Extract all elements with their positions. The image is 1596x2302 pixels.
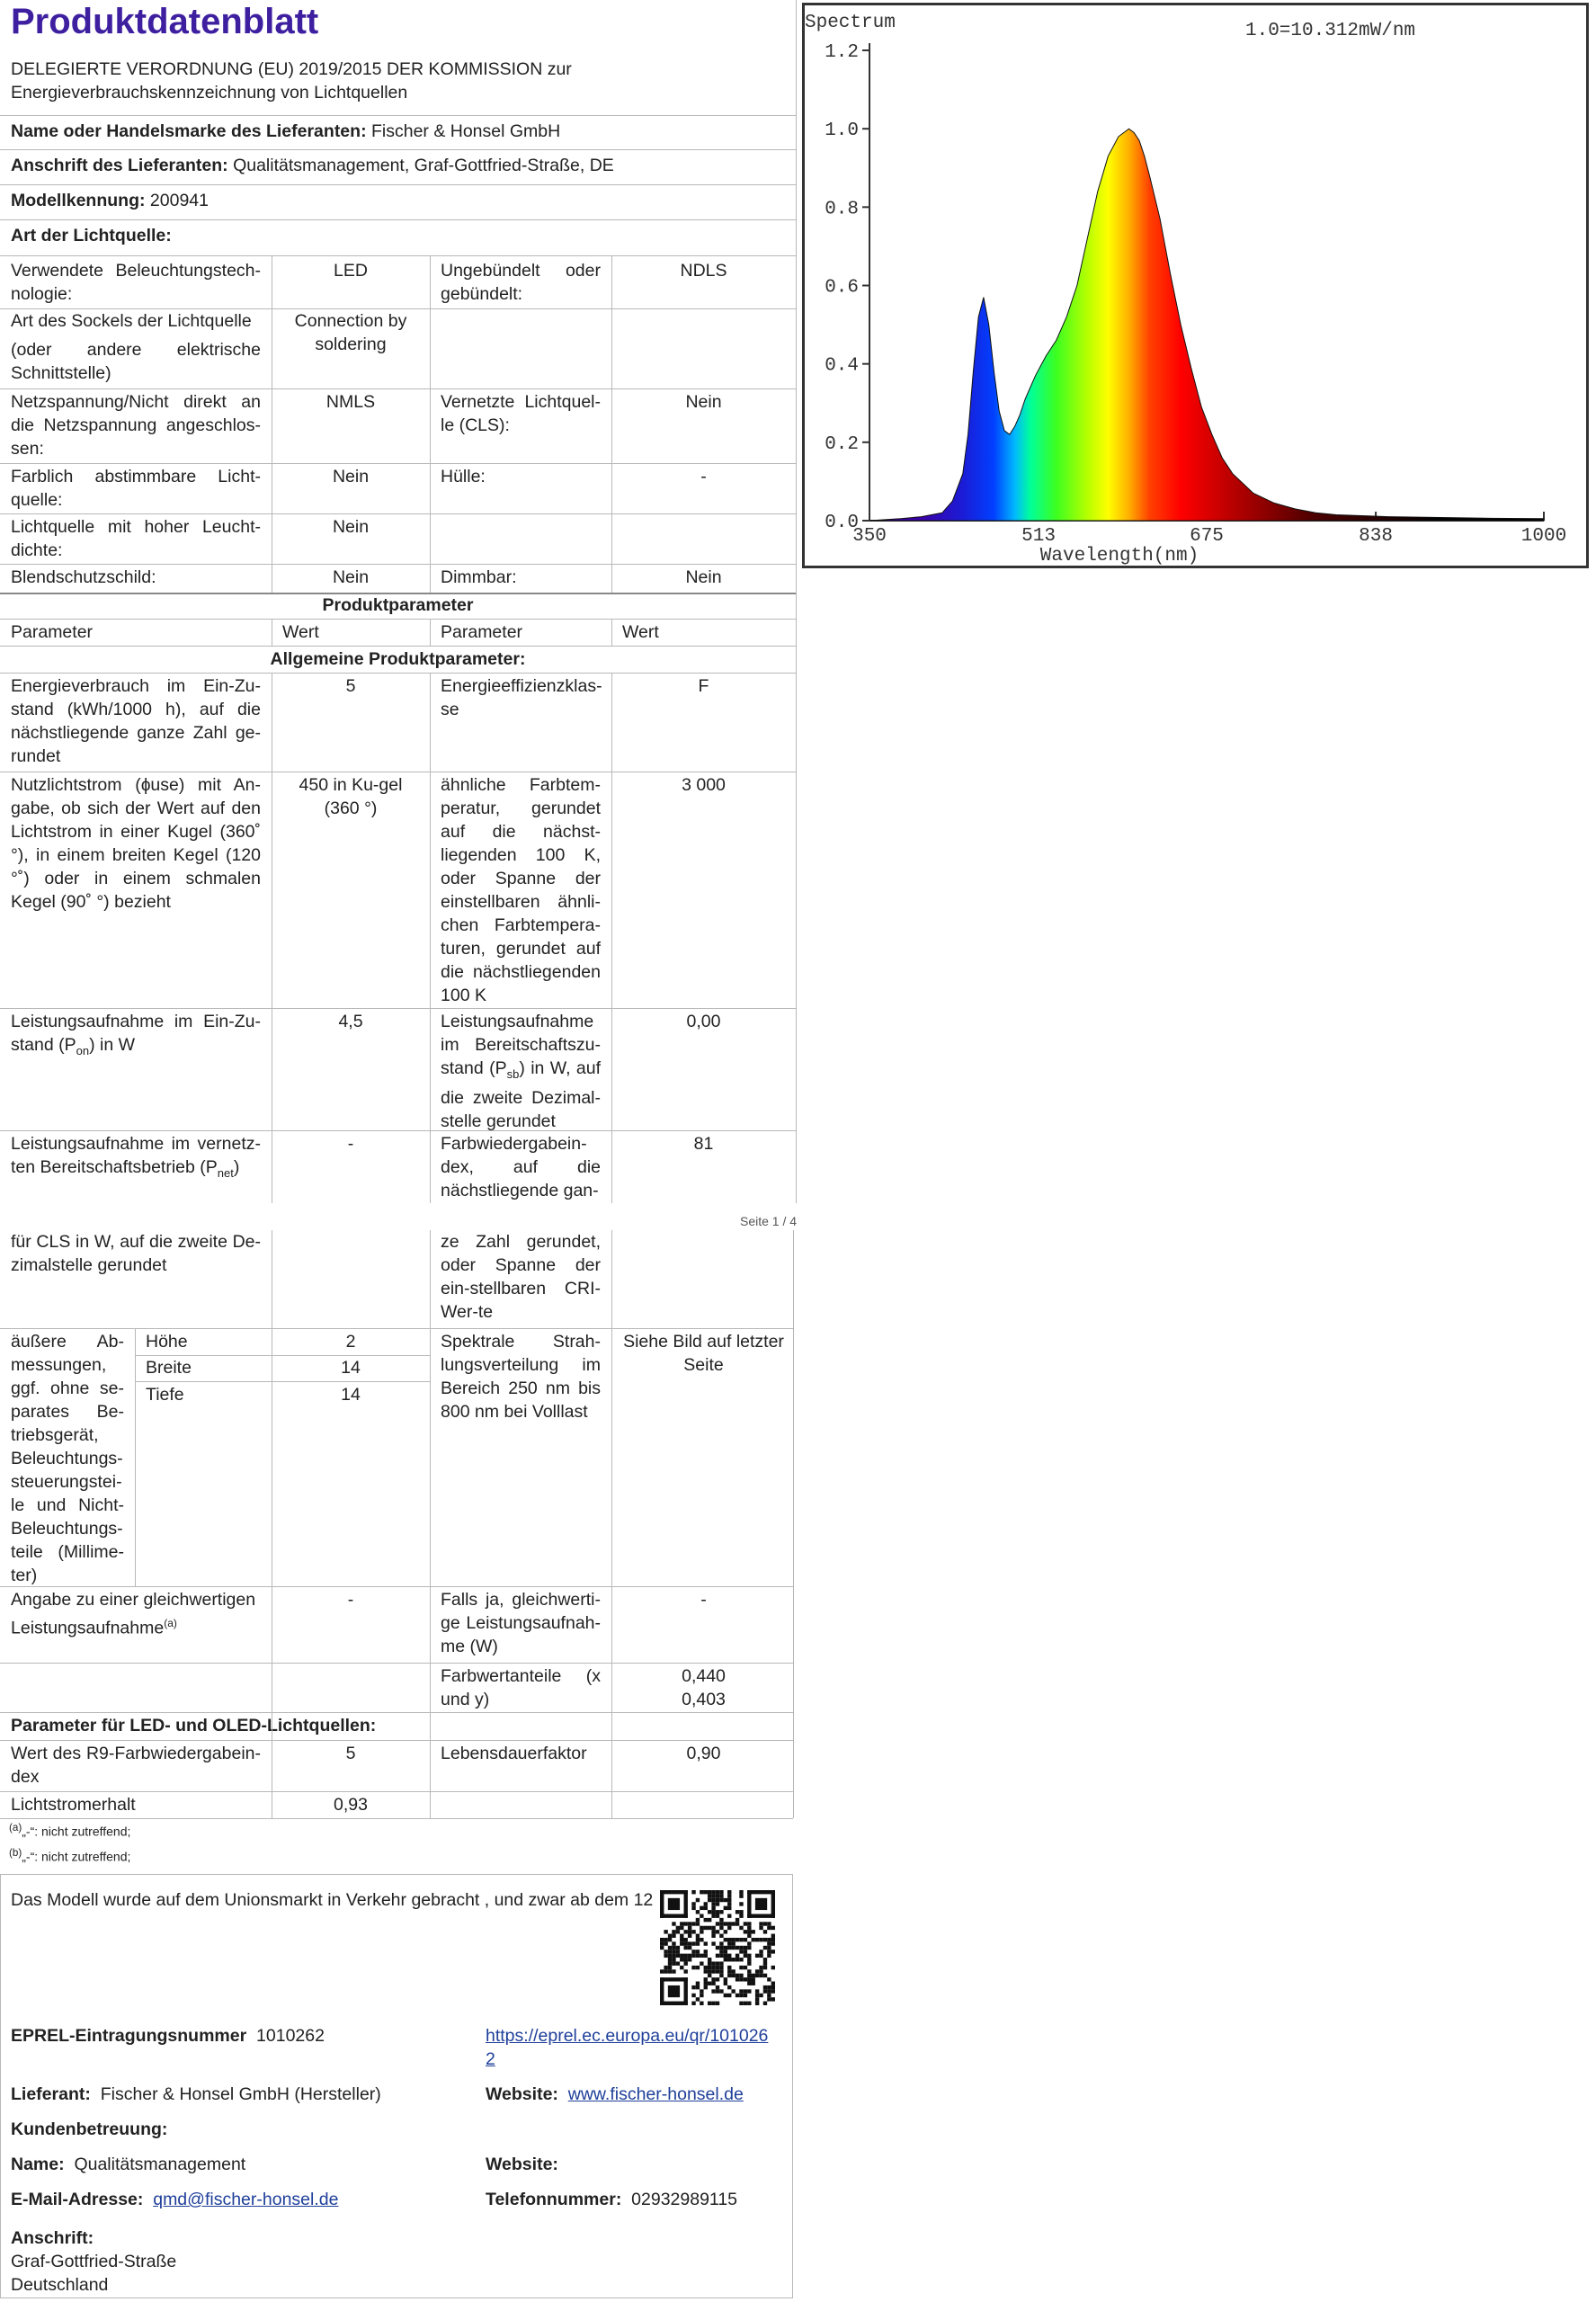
color-tunable-value: Nein <box>332 467 370 486</box>
cls-label: Vernetzte Lichtquel-le (CLS): <box>441 392 601 435</box>
x-tick-label: 350 <box>852 526 887 547</box>
col-value-2: Wert <box>622 622 659 642</box>
socket-label-2: (oder andere elektrische Schnittstelle) <box>11 340 261 383</box>
model-label: Modellkennung: <box>11 191 146 210</box>
depth-value: 14 <box>341 1385 361 1405</box>
cri-label-continued: ze Zahl gerundet, oder Spanne der ein-stellbaren CRI-Wer-te <box>441 1232 601 1322</box>
supplier-row <box>0 2083 468 2106</box>
supplier-name-label: Name oder Handelsmarke des Lieferanten: <box>11 121 367 141</box>
eprel-value: 1010262 <box>256 2026 325 2046</box>
maint-label: Lichtstromerhalt <box>11 1795 136 1815</box>
contact-name-value: Qualitätsmanagement <box>74 2155 246 2174</box>
high-lum-label: Lichtquelle mit hoher Leucht-dichte: <box>11 517 261 560</box>
spectrum-chart <box>802 3 1589 568</box>
x-tick-label: 1000 <box>1520 526 1567 547</box>
eff-class-value: F <box>698 676 709 696</box>
phone-value: 02932989115 <box>631 2190 738 2209</box>
x-tick-label: 513 <box>1021 526 1056 547</box>
energy-value: 5 <box>345 676 356 696</box>
equiv-power-value: - <box>700 1590 707 1610</box>
bundled-value: NDLS <box>680 261 727 281</box>
chart-title: Spectrum <box>805 13 896 33</box>
y-tick-label: 0.0 <box>825 513 859 533</box>
col-param-1: Parameter <box>11 622 94 642</box>
website2-label: Website: <box>486 2155 558 2174</box>
supplier-name-value: Fischer & Honsel GmbH <box>370 121 561 141</box>
lightsource-type-row <box>0 219 796 245</box>
market-text: Das Modell wurde auf dem Unionsmarkt in Verkehr gebracht , und zwar ab dem 12 <box>11 1890 654 1910</box>
address-label: Anschrift: <box>11 2228 94 2248</box>
footnote-a: $^{(a)}$„-“: nicht zutreffend; <box>9 1822 131 1839</box>
supplier-address-value: Qualitätsmanagement, Graf-Gottfried-Straße, DE <box>233 156 614 175</box>
tech-label: Verwendete Beleuchtungstech-nologie: <box>11 261 261 304</box>
spd-label: Spektrale Strah-lungsverteilung im Bereich 250 nm bis 800 nm bei Volllast <box>441 1332 601 1422</box>
height-value: 2 <box>345 1332 356 1352</box>
dimmable-label: Dimmbar: <box>441 567 517 587</box>
high-lum-value: Nein <box>332 517 370 537</box>
chroma-values <box>611 1664 796 1711</box>
general-params-heading: Allgemeine Produktparameter: <box>270 649 526 669</box>
dimmable-value: Nein <box>685 567 722 587</box>
cct-label: ähnliche Farbtem-peratur, gerundet auf die nächst-liegenden 100 K, oder Spanne der einstellbaren ähnli-chen Farbtempera-turen, gerundet auf die nächstliegenden 100 K <box>441 775 601 1005</box>
equiv-power-label: Falls ja, gleichwerti-ge Leistungsaufnah-me (W) <box>441 1590 601 1656</box>
height-label: Höhe <box>146 1332 188 1352</box>
psb-label: Leistungsaufnahme im Bereitschaftszu-stand $(P_{sb})$ in W, auf die zweite Dezimal-stelle gerundet <box>441 1012 602 1131</box>
maint-value: 0,93 <box>334 1795 368 1815</box>
r9-value: 5 <box>345 1744 356 1763</box>
bundled-label: Ungebündelt oder gebündelt: <box>441 261 601 304</box>
shield-value: Nein <box>332 567 370 587</box>
flux-label: Nutzlichtstrom (ɸuse) mit An-gabe, ob sich der Wert auf den Lichtstrom in einer Kugel (360˚ °), in einem breiten Kegel (120 °˚) oder in einem schmalen Kegel (90˚ °) bezieht <box>11 775 261 912</box>
page-number: Seite 1 / 4 <box>740 1214 798 1228</box>
x-tick-label: 675 <box>1190 526 1224 547</box>
eff-class-label: Energieeffizienzklas-se <box>441 676 602 719</box>
col-value-1: Wert <box>282 622 319 642</box>
width-value: 14 <box>341 1358 361 1378</box>
spectrum-area <box>869 129 1544 521</box>
width-label: Breite <box>146 1358 192 1378</box>
equiv-label: Angabe zu einer gleichwertigen Leistungsaufnahme$^{(a)}$ <box>11 1590 256 1638</box>
pon-value: 4,5 <box>338 1012 363 1031</box>
pnet-value: - <box>347 1134 354 1154</box>
address-line2: Deutschland <box>11 2275 109 2295</box>
psb-value: 0,00 <box>686 1012 721 1031</box>
cls-value: Nein <box>685 392 722 412</box>
envelope-label: Hülle: <box>441 467 486 486</box>
y-tick-label: 1.0 <box>825 120 859 142</box>
phone-label: Telefonnummer: <box>486 2190 622 2209</box>
qr-code-icon <box>660 1890 775 2005</box>
x-tick-label: 838 <box>1359 526 1393 547</box>
y-tick-label: 0.4 <box>825 355 859 377</box>
contact-name-label: Name: <box>11 2155 65 2174</box>
supplier-address-row <box>0 149 796 175</box>
energy-label: Energieverbrauch im Ein-Zu-stand (kWh/1000 h), auf die nächstliegende ganze Zahl ge-rundet <box>11 676 261 766</box>
y-tick-label: 0.6 <box>825 277 859 299</box>
supplier-name-row <box>0 115 796 141</box>
mains-value: NMLS <box>325 392 376 412</box>
supplier-address-label: Anschrift des Lieferanten: <box>11 156 228 175</box>
led-params-heading: Parameter für LED- und OLED-Lichtquellen: <box>11 1716 377 1735</box>
regulation-subtitle: DELEGIERTE VERORDNUNG (EU) 2019/2015 DER KOMMISSION zur Energieverbrauchskennzeichnung von Lichtquellen <box>11 59 572 103</box>
cri-label: Farbwiedergabein-dex, auf die nächstliegende gan- <box>441 1134 601 1200</box>
website-label: Website: <box>486 2084 558 2104</box>
flux-value: 450 in Ku-gel (360 °) <box>299 775 403 818</box>
pon-label: Leistungsaufnahme im Ein-Zu-stand $(P_{on})$ in W <box>11 1012 261 1057</box>
cri-value: 81 <box>693 1134 714 1154</box>
chart-annotation: 1.0=10.312mW/nm <box>1245 21 1416 41</box>
spd-value: Siehe Bild auf letzter Seite <box>623 1332 784 1375</box>
model-row <box>0 184 796 210</box>
footnote-b: $^{(b)}$„-“: nicht zutreffend; <box>9 1847 131 1864</box>
shield-label: Blendschutzschild: <box>11 567 156 587</box>
envelope-value: - <box>700 467 707 486</box>
footer-supplier-label: Lieferant: <box>11 2084 91 2104</box>
lifetime-label: Lebensdauerfaktor <box>441 1744 587 1763</box>
chroma-x: 0,440 <box>682 1666 726 1686</box>
col-param-2: Parameter <box>441 622 523 642</box>
dims-label: äußere Ab-messungen, ggf. ohne se-parates Be-triebsgerät, Beleuchtungs-steuerungstei-le und Nicht-Beleuchtungs-teile (Millime-ter) <box>11 1332 124 1585</box>
eprel-row <box>0 2024 468 2048</box>
website-link[interactable]: www.fischer-honsel.de <box>567 2084 744 2104</box>
model-value: 200941 <box>149 191 209 210</box>
support-label: Kundenbetreuung: <box>11 2119 168 2139</box>
spectrum-chart-svg <box>805 5 1586 566</box>
y-tick-label: 0.8 <box>825 199 859 220</box>
lifetime-value: 0,90 <box>686 1744 721 1763</box>
product-params-heading: Produktparameter <box>322 595 474 615</box>
eprel-link[interactable]: https://eprel.ec.europa.eu/qr/1010262 <box>486 2026 769 2069</box>
depth-label: Tiefe <box>146 1385 184 1405</box>
email-link[interactable]: qmd@fischer-honsel.de <box>153 2190 339 2209</box>
chroma-label: Farbwertanteile (x und y) <box>441 1666 601 1709</box>
eprel-label: EPREL-Eintragungsnummer <box>11 2026 247 2046</box>
email-label: E-Mail-Adresse: <box>11 2190 144 2209</box>
tech-value: LED <box>334 261 368 281</box>
pnet-label-continued: für CLS in W, auf die zweite De-zimalstelle gerundet <box>11 1232 261 1275</box>
chroma-y: 0,403 <box>682 1690 726 1709</box>
address-line1: Graf-Gottfried-Straße <box>11 2252 177 2271</box>
chart-xlabel: Wavelength(nm) <box>1039 546 1199 566</box>
document-title: Produktdatenblatt <box>11 2 319 41</box>
footer-supplier-value: Fischer & Honsel GmbH (Hersteller) <box>100 2084 381 2104</box>
equiv-value: - <box>347 1590 354 1610</box>
socket-value: Connection by soldering <box>294 311 407 354</box>
lightsource-type-label: Art der Lichtquelle: <box>11 226 172 245</box>
pnet-label: Leistungsaufnahme im vernetz-ten Bereitschaftsbetrieb $(P_{net})$ <box>11 1134 261 1180</box>
color-tunable-label: Farblich abstimmbare Licht-quelle: <box>11 467 261 510</box>
r9-label: Wert des R9-Farbwiedergabein-dex <box>11 1744 261 1787</box>
cct-value: 3 000 <box>682 775 726 795</box>
socket-label-1: Art des Sockels der Lichtquelle <box>11 311 252 331</box>
y-tick-label: 0.2 <box>825 433 859 455</box>
mains-label: Netzspannung/Nicht direkt an die Netzspannung angeschlos-sen: <box>11 392 261 459</box>
y-tick-label: 1.2 <box>825 42 859 63</box>
